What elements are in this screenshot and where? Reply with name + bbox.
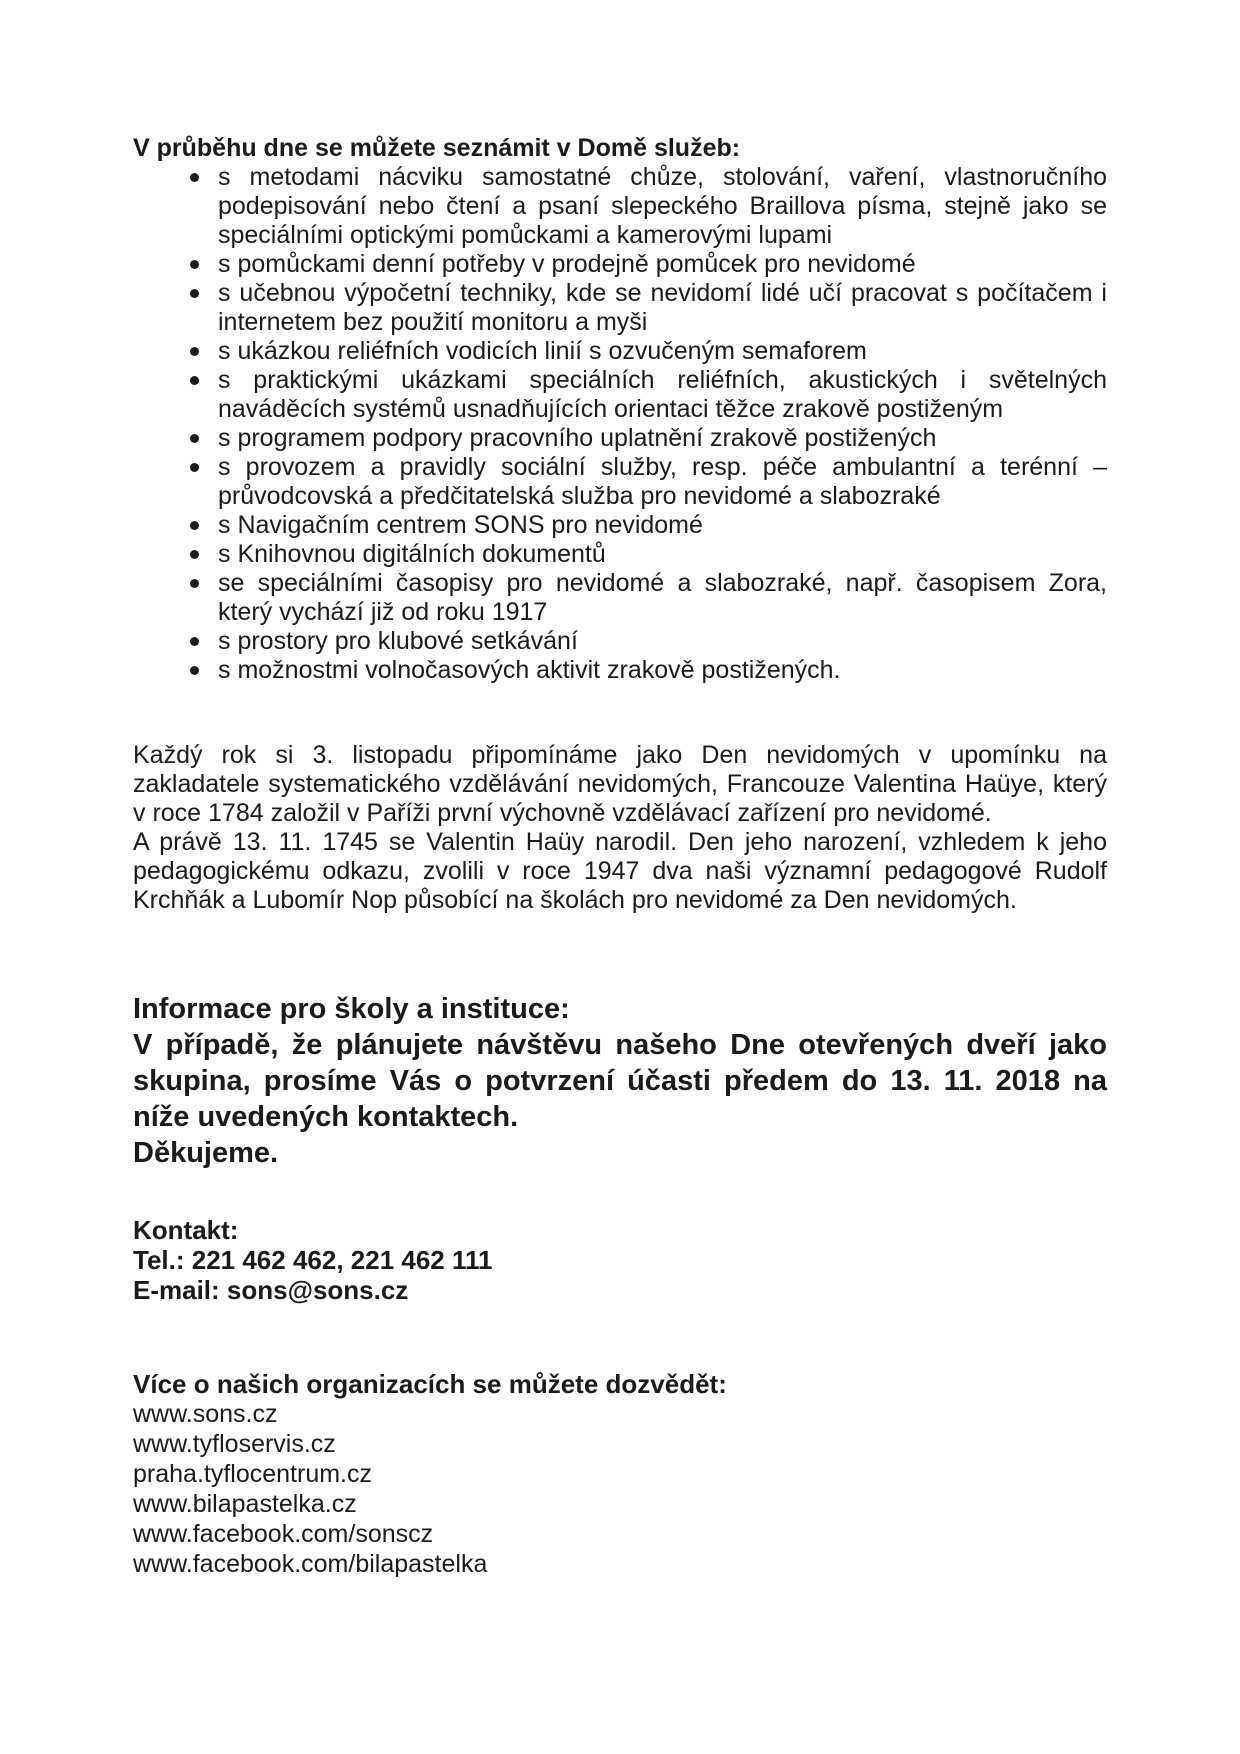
bullet-icon [190,434,199,443]
bullet-icon [190,173,199,182]
history-paragraph: A právě 13. 11. 1745 se Valentin Haüy narodil. Den jeho narození, vzhledem k jeho pedagogickému odkazu, zvolili v roce 1947 dva naši významní pedagogové Rudolf Krchňák a Lubomír Nop působící na školách pro nevidomé za Den nevidomých. [133,828,1107,914]
contact-phone: Tel.: 221 462 462, 221 462 111 [133,1245,493,1275]
list-item-text: se speciálními časopisy pro nevidomé a slabozraké, např. časopisem Zora, který vychází již od roku 1917 [218,569,1107,626]
bullet-icon [190,521,199,530]
list-item-text: s Navigačním centrem SONS pro nevidomé [218,511,703,539]
link-url: www.facebook.com/bilapastelka [133,1550,488,1578]
bullet-icon [190,289,199,298]
list-item-text: s pomůckami denní potřeby v prodejně pomůcek pro nevidomé [218,250,916,278]
link-url: www.facebook.com/sonscz [133,1520,434,1548]
notice-section [133,991,1107,1171]
bullet-icon [190,347,199,356]
list-item-text: s možnostmi volnočasových aktivit zrakově postižených. [218,656,841,684]
contact-heading: Kontakt: [133,1215,239,1245]
list-item-text: s učebnou výpočetní techniky, kde se nevidomí lidé učí pracovat s počítačem i internetem bez použití monitoru a myši [218,279,1107,336]
list-item [133,250,1107,279]
list-item [133,337,1107,366]
history-paragraph: Každý rok si 3. listopadu připomínáme jako Den nevidomých v upomínku na zakladatele systematického vzdělávání nevidomých, Francouze Valentina Haüye, který v roce 1784 založil v Paříži první výchovně vzdělávací zařízení pro nevidomé. [133,741,1107,827]
list-item [133,540,1107,569]
list-item [133,366,1107,424]
link-url: www.sons.cz [133,1400,278,1428]
list-item [133,656,1107,685]
bullet-icon [190,463,199,472]
history-section [133,741,1107,915]
bullet-icon [190,260,199,269]
link-url: www.bilapastelka.cz [133,1490,357,1518]
links-heading: Více o našich organizacích se můžete dozvědět: [133,1369,727,1399]
list-item [133,424,1107,453]
contact-email: E-mail: sons@sons.cz [133,1275,409,1305]
list-item [133,453,1107,511]
list-item [133,163,1107,250]
bullet-icon [190,579,199,588]
notice-body: V případě, že plánujete návštěvu našeho Dne otevřených dveří jako skupina, prosíme Vás o potvrzení účasti předem do 13. 11. 2018 na níže uvedených kontaktech. [133,1029,1107,1133]
list-item-text: s ukázkou reliéfních vodicích linií s ozvučeným semaforem [218,337,867,365]
links-section [133,1369,1107,1579]
list-item [133,279,1107,337]
intro-heading: V průběhu dne se můžete seznámit v Domě služeb: [133,134,741,162]
list-item-text: s Knihovnou digitálních dokumentů [218,540,606,568]
list-item [133,569,1107,627]
bullet-icon [190,376,199,385]
link-url: praha.tyflocentrum.cz [133,1460,372,1488]
link-url: www.tyfloservis.cz [133,1430,336,1458]
bullet-icon [190,666,199,675]
list-item [133,627,1107,656]
list-item-text: s praktickými ukázkami speciálních reliéfních, akustických i světelných naváděcích systémů usnadňujících orientaci těžce zrakově postiženým [218,366,1107,423]
contact-section [133,1215,1107,1305]
list-item [133,511,1107,540]
list-item-text: s prostory pro klubové setkávání [218,627,578,655]
list-item-text: s provozem a pravidly sociální služby, resp. péče ambulantní a terénní – průvodcovská a předčitatelská služba pro nevidomé a slabozraké [218,453,1107,510]
bullet-icon [190,637,199,646]
bullet-icon [190,550,199,559]
list-item-text: s metodami nácviku samostatné chůze, stolování, vaření, vlastnoručního podepisování nebo čtení a psaní slepeckého Braillova písma, stejně jako se speciálními optickými pomůckami a kamerovými lupami [218,163,1107,249]
services-list [133,163,1107,685]
notice-heading: Informace pro školy a instituce: [133,993,570,1025]
list-item-text: s programem podpory pracovního uplatnění zrakově postižených [218,424,937,452]
notice-thanks: Děkujeme. [133,1137,279,1169]
